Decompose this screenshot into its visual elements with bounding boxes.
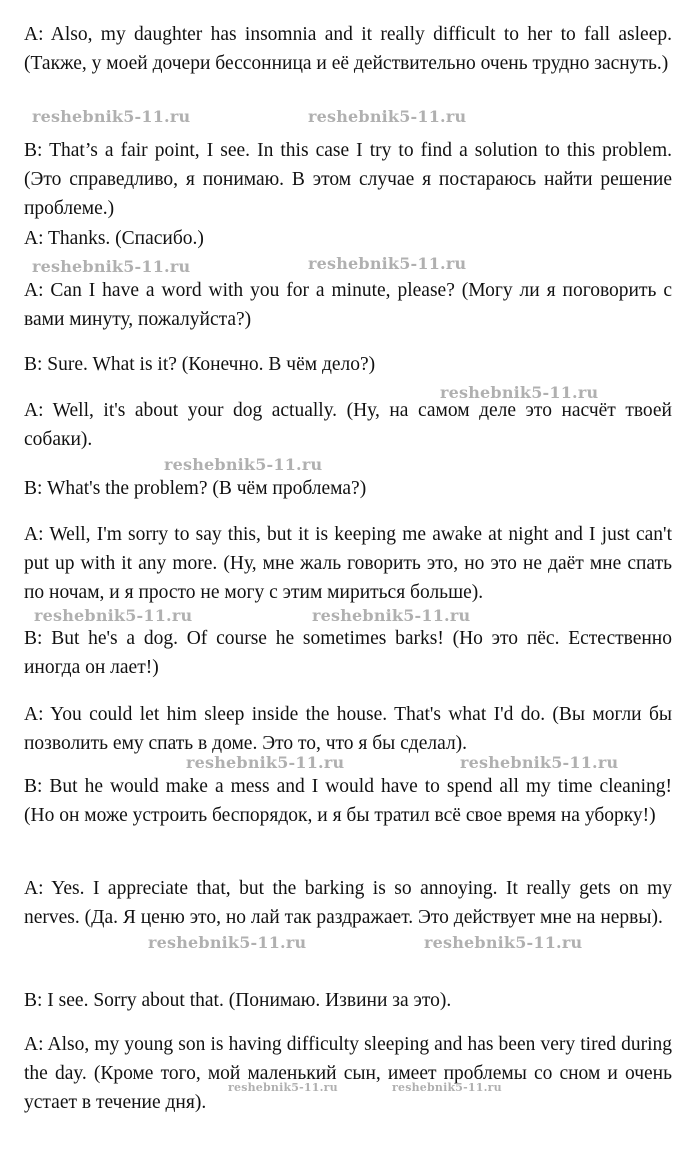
dialogue-paragraph: A: Thanks. (Спасибо.)	[24, 228, 204, 249]
dialogue-paragraph: B: That’s a fair point, I see. In this case I try to find a solution to this problem. (Это справедливо, я понимаю. В этом случае я постараюсь найти решение проблеме.)	[24, 140, 672, 219]
dialogue-paragraph: A: Yes. I appreciate that, but the barking is so annoying. It really gets on my nerves. (Да. Я ценю это, но лай так раздражает. Это действует мне на нервы).	[24, 878, 672, 928]
dialogue-paragraph: B: But he would make a mess and I would have to spend all my time cleaning! (Но он може устроить беспорядок, и я бы тратил всё свое время на уборку!)	[24, 776, 672, 826]
watermark: reshebnik5-11.ru	[460, 753, 619, 772]
dialogue-paragraph: B: What's the problem? (В чём проблема?)	[24, 478, 367, 499]
dialogue-paragraph: B: Sure. What is it? (Конечно. В чём дело?)	[24, 354, 376, 375]
watermark: reshebnik5-11.ru	[308, 107, 467, 126]
watermark: reshebnik5-11.ru	[440, 383, 599, 402]
dialogue-paragraph: A: Can I have a word with you for a minute, please? (Могу ли я поговорить с вами минуту, пожалуйста?)	[24, 280, 672, 330]
watermark: reshebnik5-11.ru	[228, 1081, 338, 1094]
watermark: reshebnik5-11.ru	[186, 753, 345, 772]
dialogue-paragraph: A: You could let him sleep inside the house. That's what I'd do. (Вы могли бы позволить ему спать в доме. Это то, что я бы сделал).	[24, 704, 672, 754]
watermark: reshebnik5-11.ru	[34, 606, 193, 625]
watermark: reshebnik5-11.ru	[32, 107, 191, 126]
watermark: reshebnik5-11.ru	[312, 606, 471, 625]
dialogue-paragraph: A: Also, my daughter has insomnia and it really difficult to her to fall asleep. (Также, у моей дочери бессонница и её действительно очень трудно заснуть.)	[24, 24, 672, 74]
watermark: reshebnik5-11.ru	[32, 257, 191, 276]
dialogue-paragraph: B: But he's a dog. Of course he sometimes barks! (Но это пёс. Естественно иногда он лает!)	[24, 628, 672, 678]
dialogue-paragraph: A: Also, my young son is having difficulty sleeping and has been very tired during the day. (Кроме того, мой маленький сын, имеет проблемы со сном и очень устает в течение дня).	[24, 1034, 672, 1113]
watermark: reshebnik5-11.ru	[148, 933, 307, 952]
dialogue-paragraph: B: I see. Sorry about that. (Понимаю. Извини за это).	[24, 990, 452, 1011]
dialogue-paragraph: A: Well, it's about your dog actually. (Ну, на самом деле это насчёт твоей собаки).	[24, 400, 672, 450]
watermark: reshebnik5-11.ru	[164, 455, 323, 474]
watermark: reshebnik5-11.ru	[424, 933, 583, 952]
watermark: reshebnik5-11.ru	[392, 1081, 502, 1094]
dialogue-paragraph: A: Well, I'm sorry to say this, but it is keeping me awake at night and I just can't put up with it any more. (Ну, мне жаль говорить это, но это не даёт мне спать по ночам, и я просто не могу с этим мириться больше).	[24, 524, 672, 603]
watermark: reshebnik5-11.ru	[308, 254, 467, 273]
